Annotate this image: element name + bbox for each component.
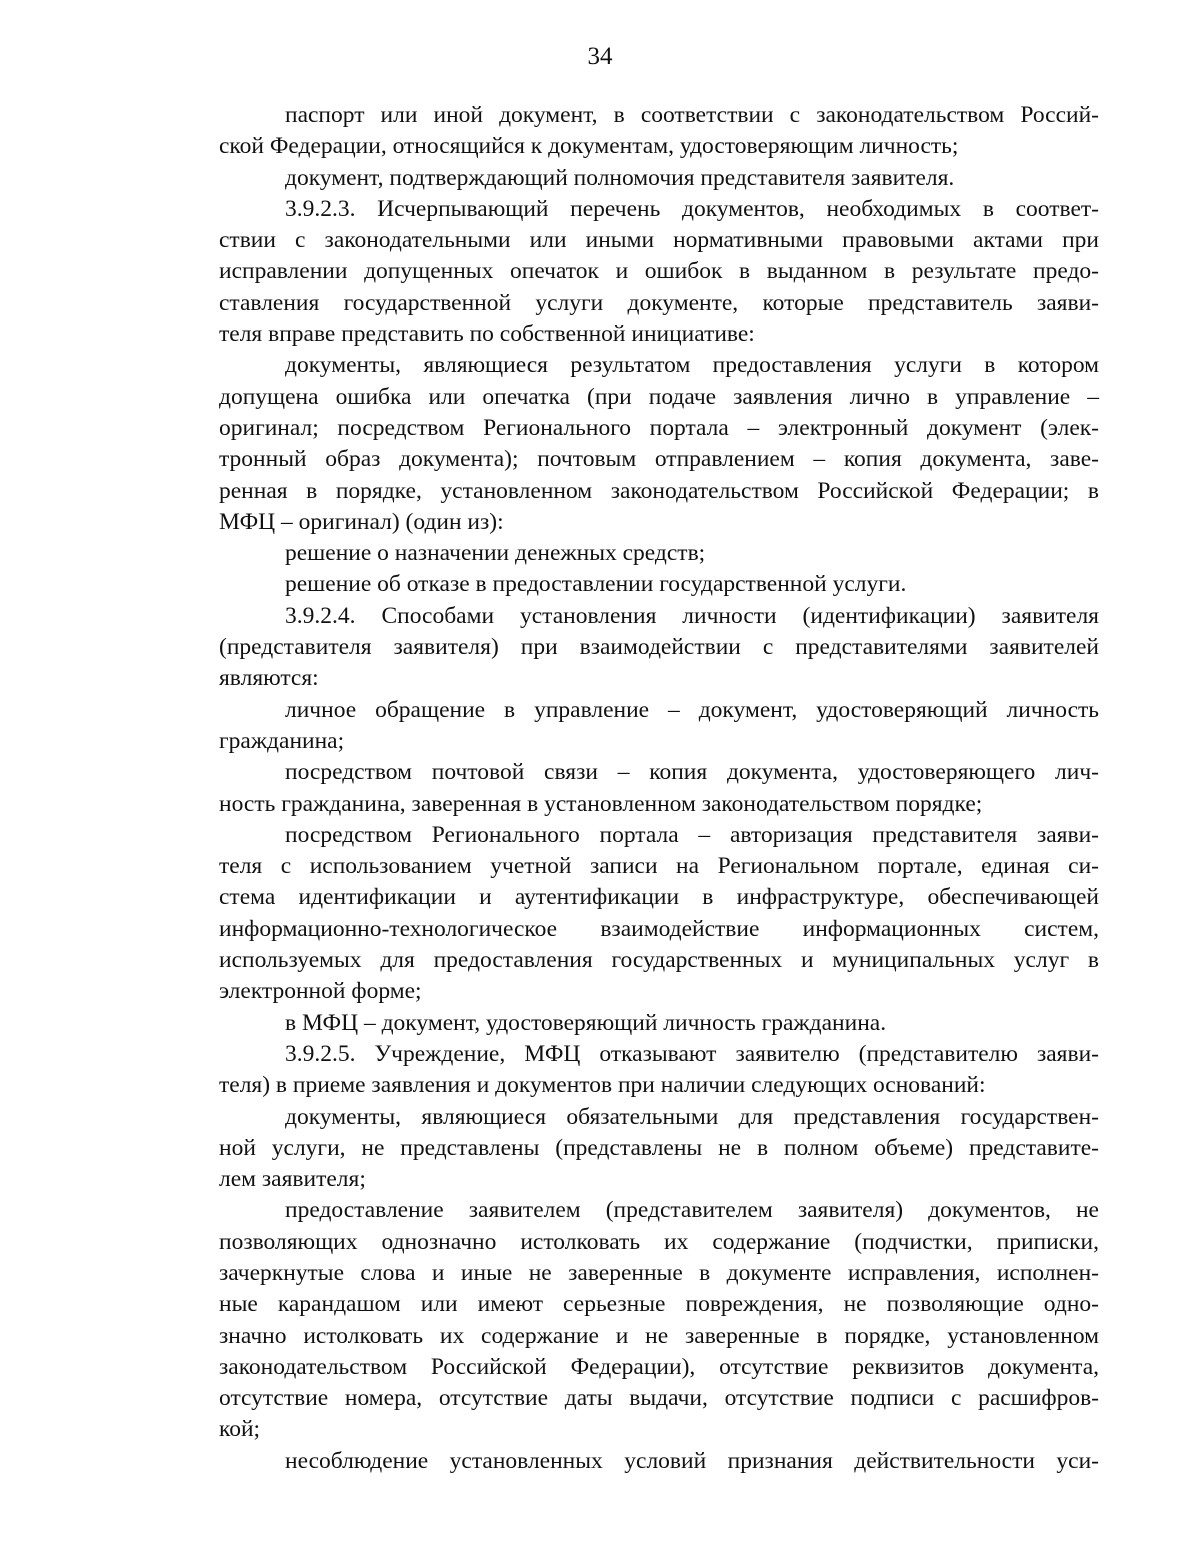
text-line: ставления государственной услуги документе, которые представитель заяви- — [219, 289, 1099, 316]
text-line: решение о назначении денежных средств; — [285, 540, 706, 567]
text-line: документы, являющиеся обязательными для представления государствен- — [285, 1103, 1099, 1130]
text-line: 3.9.2.5. Учреждение, МФЦ отказывают заявителю (представителю заяви- — [285, 1040, 1099, 1067]
text-line: теля вправе представить по собственной инициативе: — [219, 321, 755, 348]
text-line: 3.9.2.3. Исчерпывающий перечень документов, необходимых в соответ- — [285, 195, 1099, 222]
text-line: теля с использованием учетной записи на Региональном портале, единая си- — [219, 853, 1099, 880]
text-line: (представителя заявителя) при взаимодействии с представителями заявителей — [219, 634, 1099, 661]
text-line: значно истолковать их содержание и не заверенные в порядке, установленном — [219, 1322, 1099, 1349]
text-line: паспорт или иной документ, в соответствии с законодательством Россий- — [285, 102, 1099, 128]
text-line: в МФЦ – документ, удостоверяющий личность гражданина. — [285, 1009, 887, 1036]
text-line: зачеркнутые слова и иные не заверенные в документе исправления, исполнен- — [219, 1259, 1099, 1286]
text-line: ные карандашом или имеют серьезные повреждения, не позволяющие одно- — [219, 1291, 1099, 1318]
text-line: документ, подтверждающий полномочия представителя заявителя. — [285, 164, 955, 191]
text-line: решение об отказе в предоставлении государственной услуги. — [285, 571, 907, 598]
text-line: МФЦ – оригинал) (один из): — [219, 508, 504, 535]
document-body-text — [219, 100, 1099, 1477]
text-line: исправлении допущенных опечаток и ошибок в выданном в результате предо- — [219, 258, 1099, 285]
text-line: посредством почтовой связи – копия документа, удостоверяющего лич- — [285, 759, 1099, 786]
text-line: лем заявителя; — [219, 1166, 366, 1193]
text-line: ствии с законодательными или иными нормативными правовыми актами при — [219, 227, 1099, 254]
text-line: ской Федерации, относящийся к документам, удостоверяющим личность; — [219, 133, 959, 160]
text-line: стема идентификации и аутентификации в инфраструктуре, обеспечивающей — [219, 884, 1099, 911]
text-line: кой; — [219, 1416, 261, 1443]
text-line: тронный образ документа); почтовым отправлением – копия документа, заве- — [219, 446, 1099, 473]
text-line: оригинал; посредством Регионального портала – электронный документ (элек- — [219, 414, 1099, 441]
text-line: гражданина; — [219, 727, 345, 754]
text-line: личное обращение в управление – документ, удостоверяющий личность — [285, 696, 1099, 723]
text-line: допущена ошибка или опечатка (при подаче заявления лично в управление – — [219, 383, 1099, 410]
text-line: законодательством Российской Федерации), отсутствие реквизитов документа, — [219, 1353, 1099, 1380]
text-line: ность гражданина, заверенная в установленном законодательством порядке; — [219, 790, 983, 817]
text-line: информационно-технологическое взаимодействие информационных систем, — [219, 915, 1099, 942]
text-line: предоставление заявителем (представителем заявителя) документов, не — [285, 1197, 1099, 1224]
text-line: 3.9.2.4. Способами установления личности (идентификации) заявителя — [285, 602, 1099, 629]
text-line: ной услуги, не представлены (представлены не в полном объеме) представите- — [219, 1134, 1099, 1161]
text-line: используемых для предоставления государственных и муниципальных услуг в — [219, 947, 1099, 974]
text-line: являются: — [219, 665, 319, 692]
text-line: теля) в приеме заявления и документов при наличии следующих оснований: — [219, 1072, 986, 1099]
text-line: документы, являющиеся результатом предоставления услуги в котором — [285, 352, 1099, 379]
text-line: посредством Регионального портала – авторизация представителя заяви- — [285, 821, 1099, 848]
page-number: 34 — [587, 43, 613, 70]
text-line: электронной форме; — [219, 978, 422, 1005]
text-line: ренная в порядке, установленном законодательством Российской Федерации; в — [219, 477, 1099, 504]
text-line: отсутствие номера, отсутствие даты выдачи, отсутствие подписи с расшифров- — [219, 1385, 1099, 1412]
text-line: позволяющих однозначно истолковать их содержание (подчистки, приписки, — [219, 1228, 1099, 1255]
text-line: несоблюдение установленных условий признания действительности уси- — [285, 1447, 1099, 1474]
